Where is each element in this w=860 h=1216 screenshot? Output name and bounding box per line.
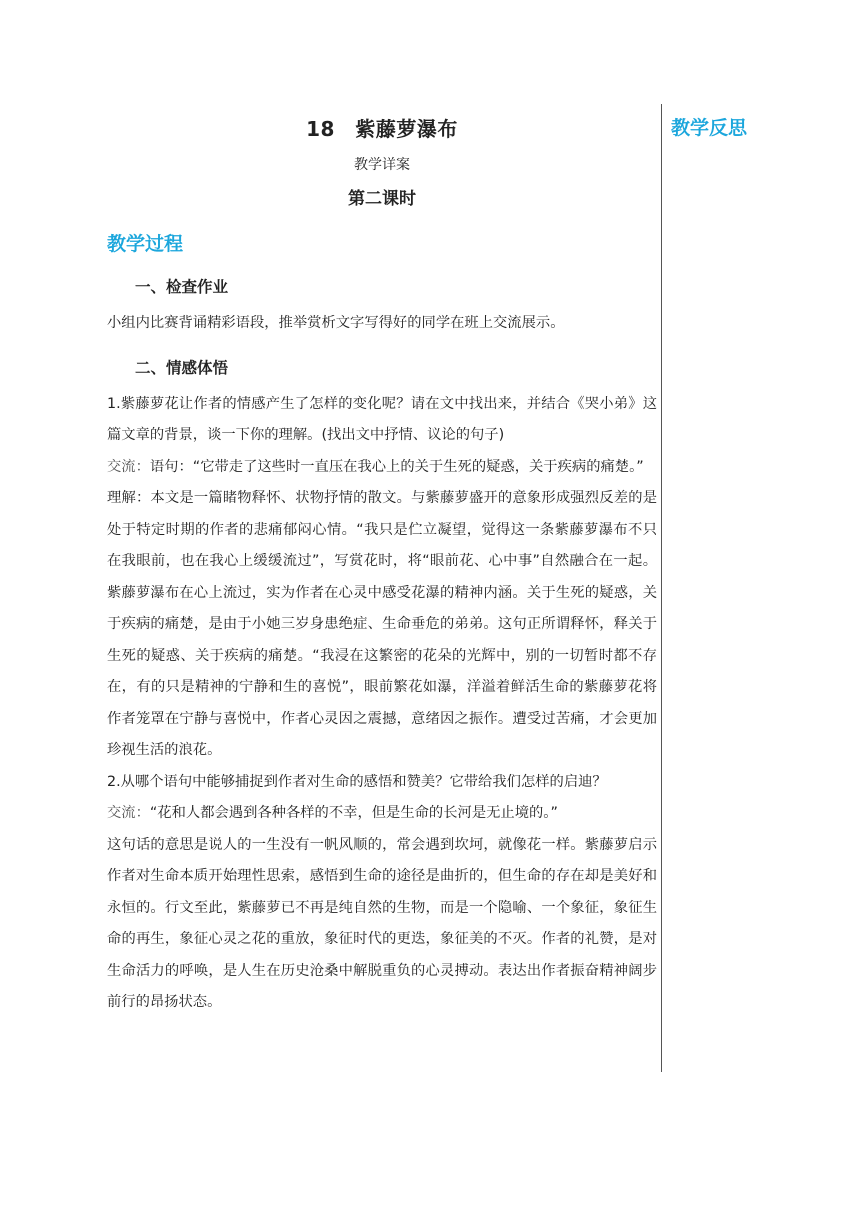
understanding-paragraph: 理解：本文是一篇睹物释怀、状物抒情的散文。与紫藤萝盛开的意象形成强烈反差的是处于特定时期的作者的悲痛郁闷心情。“我只是伫立凝望，觉得这一条紫藤萝瀑布不只在我眼前，也在我心上缓缓流过”，写赏花时，将“眼前花、心中事”自然融合在一起。紫藤萝瀑布在心上流过，实为作者在心灵中感受花瀑的精神内涵。关于生死的疑惑，关于疾病的痛楚，是由于小她三岁身患绝症、生命垂危的弟弟。这句正所谓释怀，释关于生死的疑惑、关于疾病的痛楚。“我浸在这繁密的花朵的光辉中，别的一切暂时都不存在，有的只是精神的宁静和生的喜悦”，眼前繁花如瀑，洋溢着鲜活生命的紫藤萝花将作者笼罩在宁静与喜悦中，作者心灵因之震撼，意绪因之振作。遭受过苦痛，才会更加珍视生活的浪花。: [107, 490, 657, 758]
explanation-paragraph: 这句话的意思是说人的一生没有一帆风顺的，常会遇到坎坷，就像花一样。紫藤萝启示作者对生命本质开始理性思索，感悟到生命的途径是曲折的，但生命的存在却是美好和永恒的。行文至此，紫藤萝已不再是纯自然的生物，而是一个隐喻、一个象征，象征生命的再生，象征心灵之花的重放，象征时代的更迭，象征美的不灭。作者的礼赞，是对生命活力的呼唤，是人生在历史沧桑中解脱重负的心灵搏动。表达出作者振奋精神阔步前行的昂扬状态。: [107, 836, 657, 1010]
exchange-2-text: “花和人都会遇到各种各样的不幸，但是生命的长河是无止境的。”: [149, 805, 558, 821]
section1-heading: 一、检查作业: [135, 278, 229, 296]
lesson-label: 第二课时: [348, 189, 416, 209]
section2-heading: 二、情感体悟: [135, 358, 229, 377]
exchange-1: [107, 452, 657, 484]
exchange-1-text: 语句：“它带走了这些时一直压在我心上的关于生死的疑惑，关于疾病的痛楚。”: [149, 458, 644, 475]
lesson-plan-main: [107, 104, 657, 1019]
process-heading: 教学过程: [107, 233, 184, 255]
exchange-2-label: 交流：: [107, 805, 150, 821]
page-subtitle: 教学详案: [354, 157, 410, 173]
page-title: 18 紫藤萝瀑布: [306, 117, 458, 141]
question-1: 1.紫藤萝花让作者的情感产生了怎样的变化呢？请在文中找出来，并结合《哭小弟》这篇文章的背景，谈一下你的理解。(找出文中抒情、议论的句子): [107, 395, 657, 443]
exchange-2: [107, 798, 657, 830]
column-divider: [661, 104, 662, 1072]
reflection-heading: 教学反思: [671, 117, 748, 139]
section1-text: 小组内比赛背诵精彩语段，推举赏析文字写得好的同学在班上交流展示。: [107, 315, 565, 331]
exchange-1-label: 交流：: [107, 458, 150, 475]
question-2: 2.从哪个语句中能够捕捉到作者对生命的感悟和赞美？它带给我们怎样的启迪？: [107, 773, 607, 790]
